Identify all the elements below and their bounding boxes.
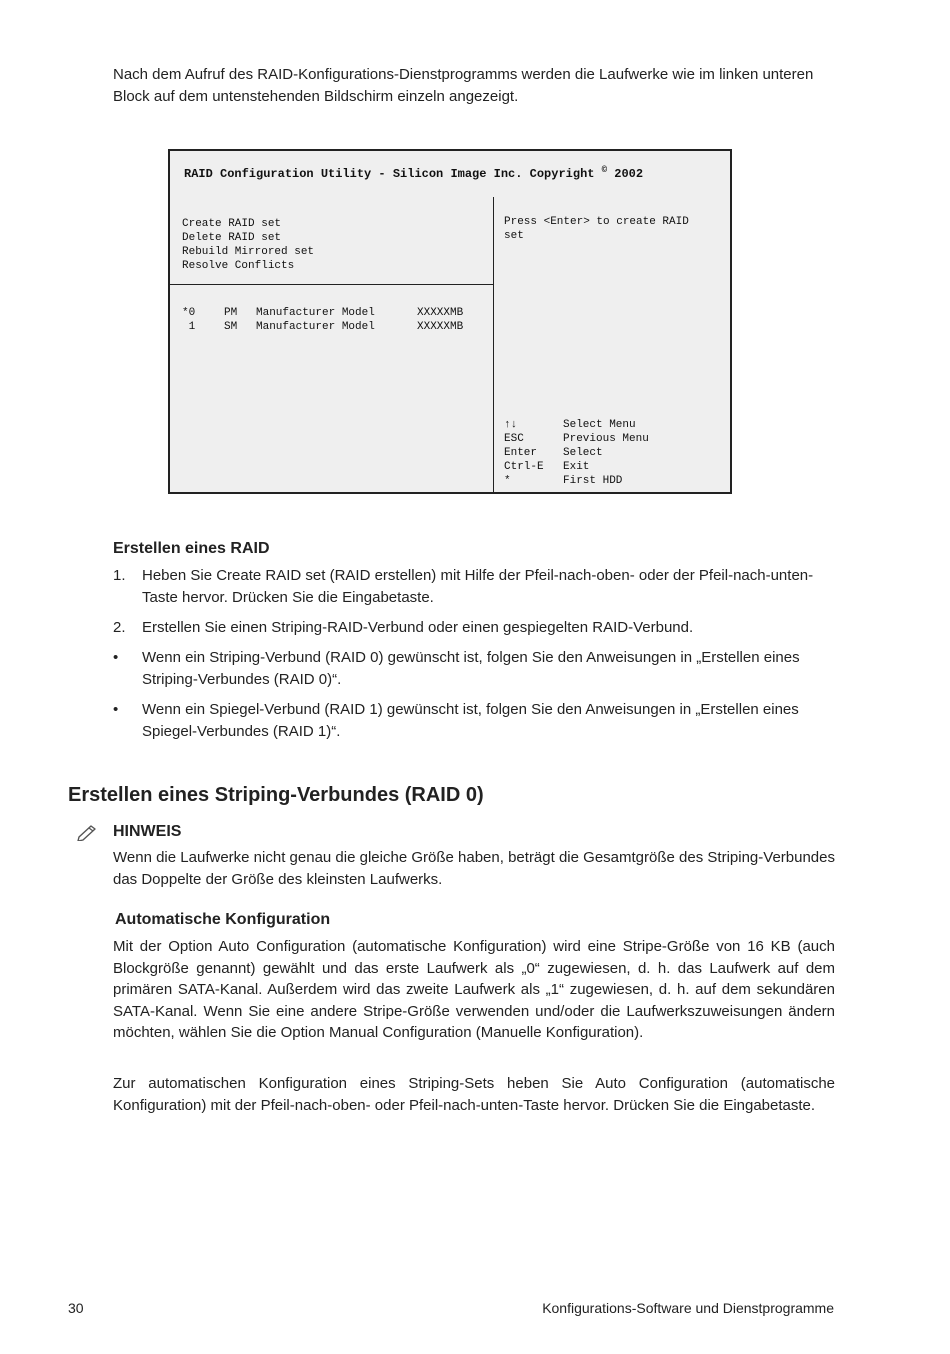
list-item [113,565,834,608]
drive-size: XXXXXMB [417,307,464,319]
key-label: * [504,475,511,487]
key-label: Enter [504,447,538,459]
list-item [113,647,834,690]
note-text: Wenn die Laufwerke nicht genau die gleiche Größe haben, beträgt die Gesamtgröße des Striping-Verbundes das Doppelte der Größe des kleinsten Laufwerks. [113,849,835,888]
list-text: Heben Sie Create RAID set (RAID erstellen) mit Hilfe der Pfeil-nach-oben- oder der Pfeil-nach-unten-Taste hervor. Drücken Sie die Eingabetaste. [142,567,814,606]
list-text: Wenn ein Spiegel-Verbund (RAID 1) gewünscht ist, folgen Sie den Anweisungen in „Erstellen eines Spiegel-Verbundes (RAID 1)“. [142,701,799,740]
subsection-heading: Automatische Konfiguration [115,911,331,928]
bios-menu [182,217,314,273]
drive-list [182,306,464,334]
list-item [113,699,834,742]
pencil-icon [76,823,98,841]
list-item [113,617,834,639]
auto-config-paragraph: Mit der Option Auto Configuration (automatische Konfiguration) wird eine Stripe-Größe von 16 KB (auch Blockgröße genannt) gewählt und das erste Laufwerk als „0“ zugewiesen, d. h. das Laufwerk auf dem primären SATA-Kanal. Außerdem wird das zweite Laufwerk als „1“ zugewiesen, d. h. auf dem sekundären SATA-Kanal. Wenn Sie eine andere Stripe-Größe verwenden und/oder die Laufwerkszuweisungen ändern möchten, wählen Sie die Option Manual Configuration (Manuelle Konfiguration). [113,938,835,1041]
key-action: Select [563,447,603,459]
list-marker: 2. [113,619,126,636]
drive-index: *0 [182,307,196,319]
drive-size: XXXXXMB [417,321,464,333]
drive-channel: SM [224,321,238,333]
raid-utility-screen [168,149,732,494]
section-heading: Erstellen eines RAID [113,540,270,557]
drive-channel: PM [224,307,238,319]
key-label: Ctrl-E [504,461,544,473]
page-number: 30 [68,1300,84,1316]
bios-help-text: Press <Enter> to create RAID set [504,216,689,242]
note-label: HINWEIS [113,823,182,840]
list-marker: • [113,701,119,718]
intro-paragraph: Nach dem Aufruf des RAID-Konfigurations-Dienstprogramms werden die Laufwerke wie im linken unteren Block auf dem untenstehenden Bildschirm einzeln angezeigt. [113,66,814,105]
key-action: Exit [563,461,590,473]
footer-chapter: Konfigurations-Software und Dienstprogramme [542,1300,834,1316]
key-action: First HDD [563,475,623,487]
list-marker: • [113,649,119,666]
menu-item-rebuild-mirrored-set[interactable]: Rebuild Mirrored set [182,246,315,258]
bios-horizontal-divider [170,284,493,285]
drive-index: 1 [182,321,196,333]
menu-item-resolve-conflicts[interactable]: Resolve Conflicts [182,260,295,272]
bios-vertical-divider [493,197,494,494]
list-text: Wenn ein Striping-Verbund (RAID 0) gewünscht ist, folgen Sie den Anweisungen in „Erstellen eines Striping-Verbundes (RAID 0)“. [142,649,800,688]
key-action: Select Menu [563,419,636,431]
menu-item-create-raid-set[interactable]: Create RAID set [182,218,282,230]
drive-row[interactable] [182,320,464,334]
menu-item-delete-raid-set[interactable]: Delete RAID set [182,232,282,244]
list-text: Erstellen Sie einen Striping-RAID-Verbund oder einen gespiegelten RAID-Verbund. [142,619,694,636]
auto-config-instructions: Zur automatischen Konfiguration eines Striping-Sets heben Sie Auto Configuration (automatische Konfiguration) mit der Pfeil-nach-oben- oder Pfeil-nach-unten-Taste hervor. Drücken Sie die Eingabetaste. [113,1075,835,1114]
key-label: ↑↓ [504,419,518,431]
drive-model: Manufacturer Model [256,307,375,319]
drive-row[interactable] [182,306,464,320]
drive-model: Manufacturer Model [256,321,375,333]
key-action: Previous Menu [563,433,649,445]
section-heading-raid0: Erstellen eines Striping-Verbundes (RAID 0) [68,784,484,806]
key-label: ESC [504,433,524,445]
bios-title: RAID Configuration Utility - Silicon Image Inc. Copyright © 2002 [184,165,644,181]
copyright-symbol: © [601,165,608,175]
list-marker: 1. [113,567,126,584]
